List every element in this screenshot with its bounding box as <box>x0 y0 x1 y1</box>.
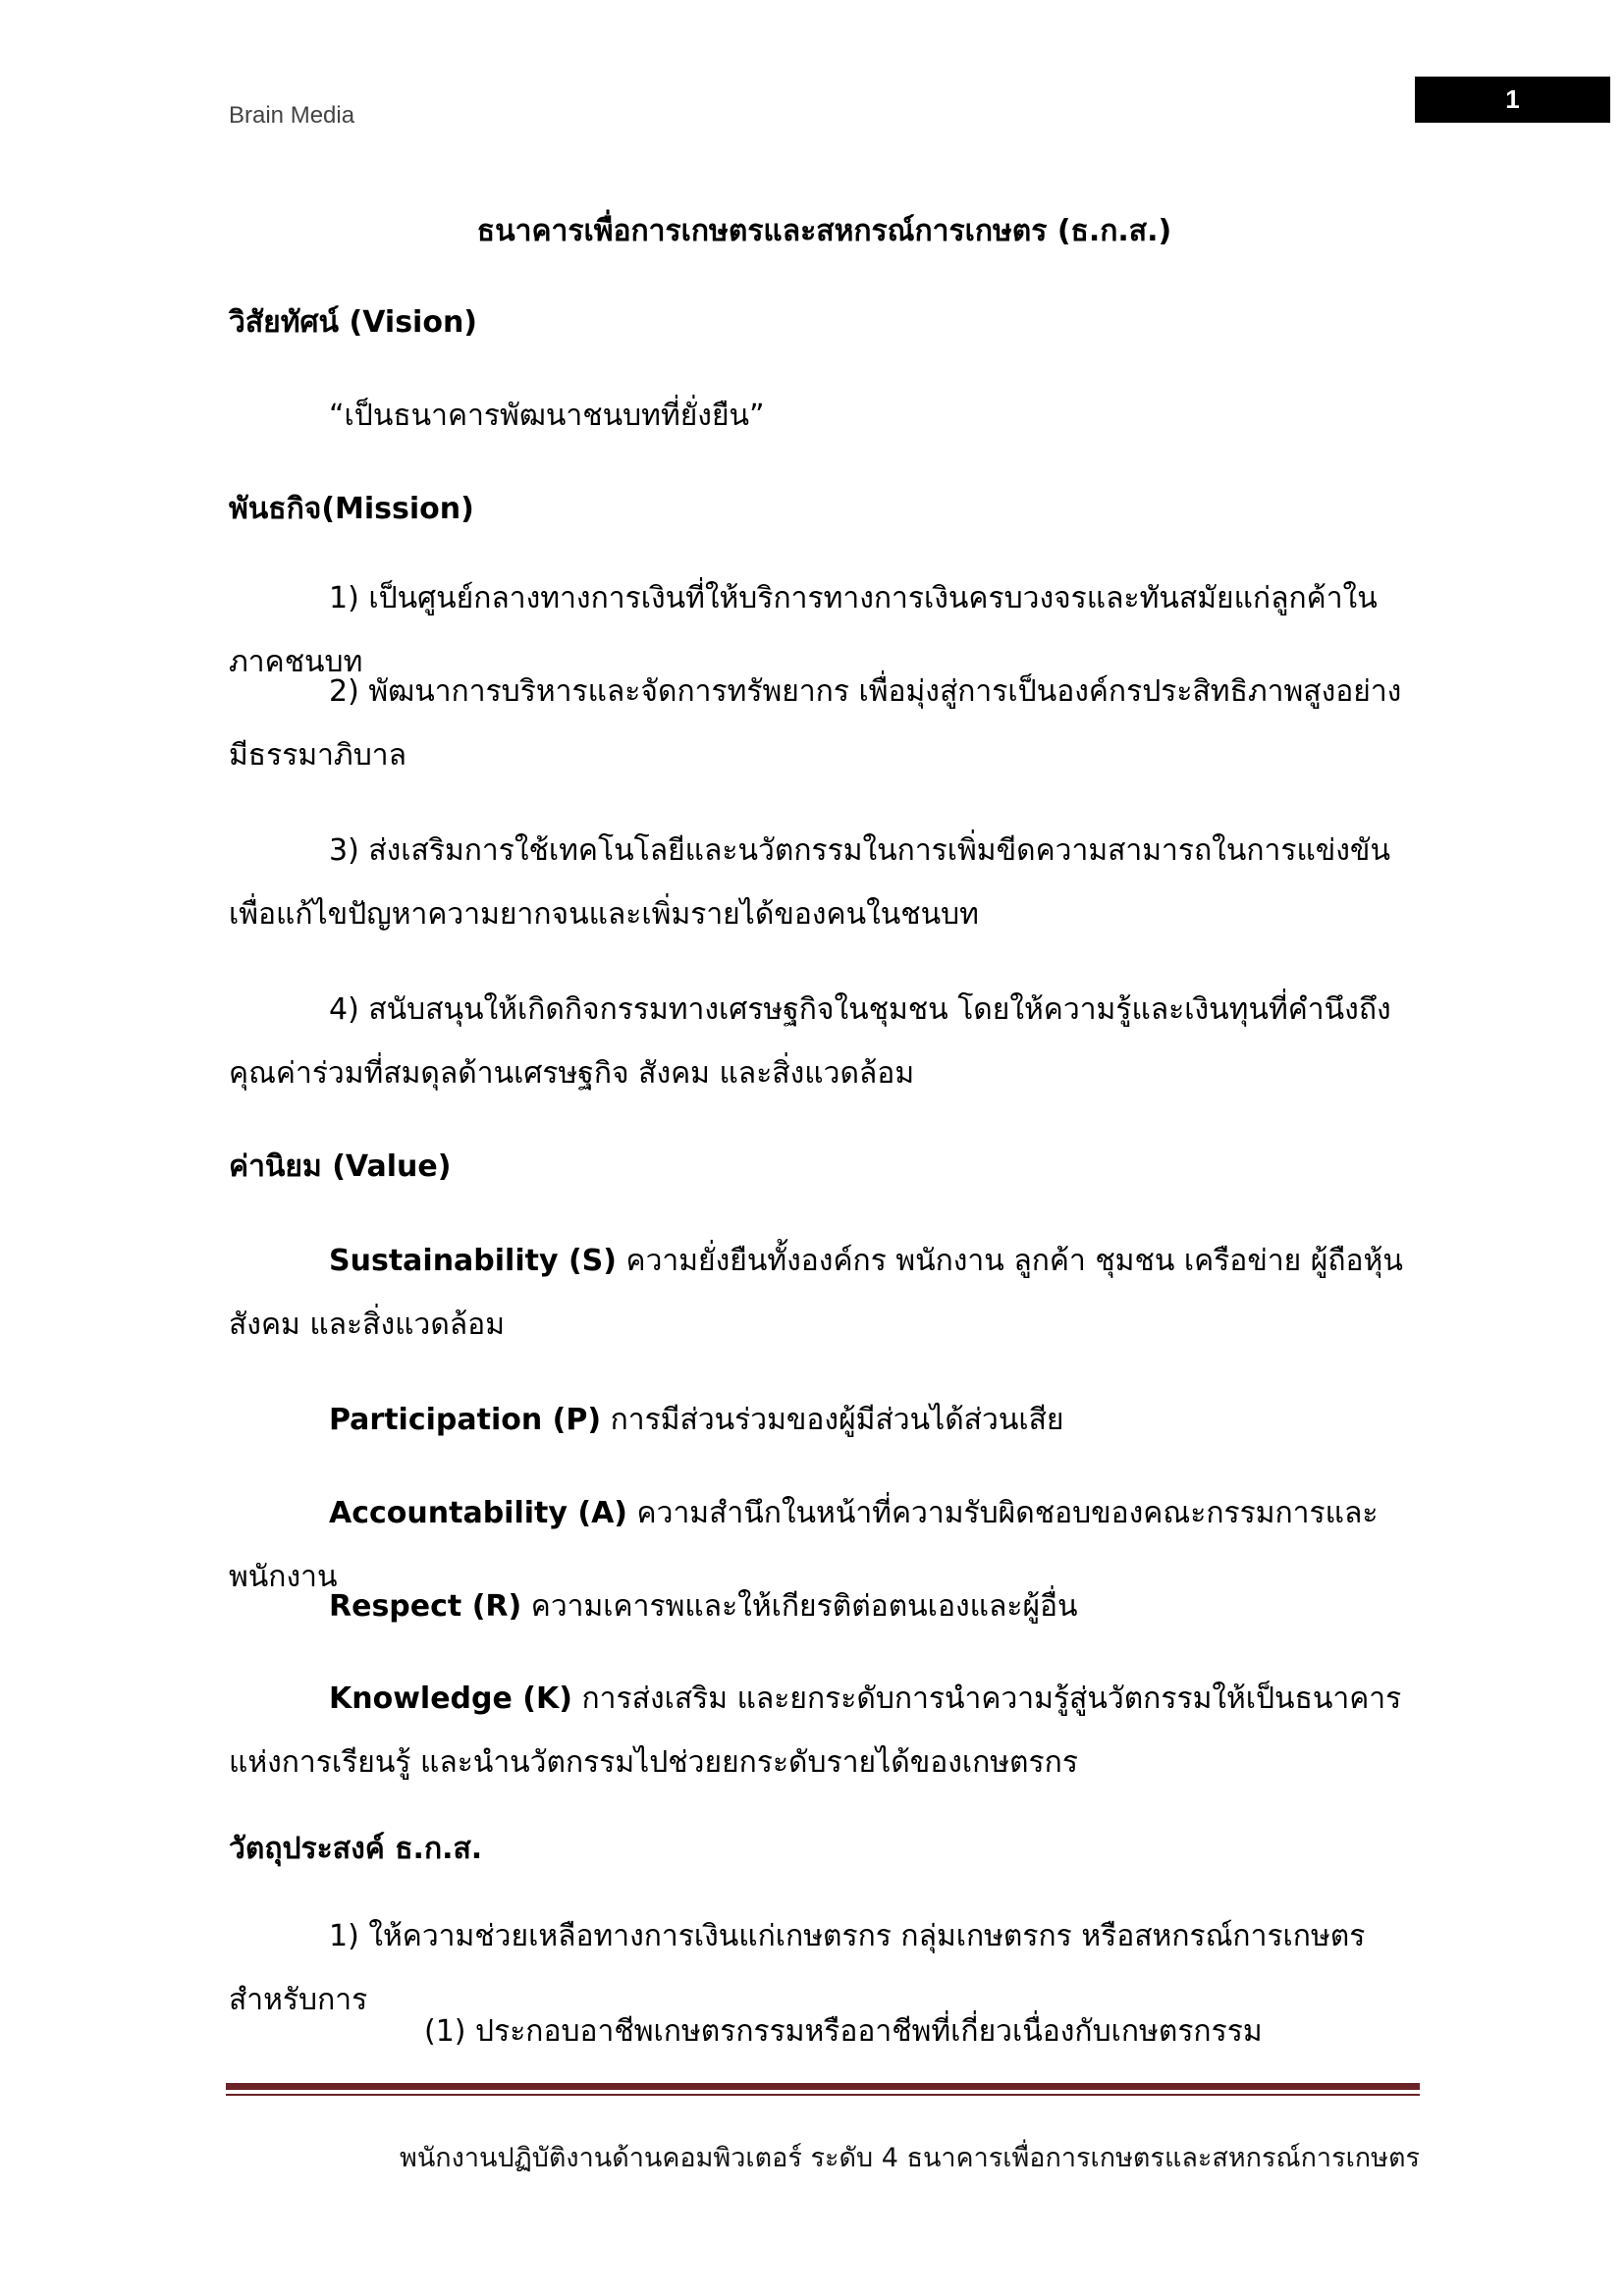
header-brand: Brain Media <box>229 102 355 129</box>
mission-item-1: 1) เป็นศูนย์กลางทางการเงินที่ให้บริการทางการเงินครบวงจรและทันสมัยแก่ลูกค้าในภาคชนบท <box>229 581 1378 679</box>
value-item-respect <box>229 1575 1420 1638</box>
page-number-badge: 1 <box>1415 77 1610 123</box>
value-term: Accountability (A) <box>329 1496 627 1530</box>
value-term: Participation (P) <box>329 1403 602 1437</box>
document-title: ธนาคารเพื่อการเกษตรและสหกรณ์การเกษตร (ธ.ก.ส.) <box>476 214 1172 248</box>
value-desc: ความเคารพและให้เกียรติต่อตนเองและผู้อื่น <box>521 1589 1078 1624</box>
mission-item-3: 3) ส่งเสริมการใช้เทคโนโลยีและนวัตกรรมในการเพิ่มขีดความสามารถในการแข่งขัน เพื่อแก้ไขปัญหาความยากจนและเพิ่มรายได้ของคนในชนบท <box>229 833 1390 932</box>
value-desc: การส่งเสริม และยกระดับการนำความรู้สู่นวัตกรรมให้เป็นธนาคารแห่งการเรียนรู้ และนำนวัตกรรมไปช่วยยกระดับรายได้ของเกษตรกร <box>229 1682 1402 1780</box>
objective-sub-item-1: (1) ประกอบอาชีพเกษตรกรรมหรืออาชีพที่เกี่ยวเนื่องกับเกษตรกรรม <box>424 2014 1263 2049</box>
value-item-knowledge <box>229 1667 1420 1794</box>
values-heading: ค่านิยม (Value) <box>229 1149 452 1184</box>
mission-item-4: 4) สนับสนุนให้เกิดกิจกรรมทางเศรษฐกิจในชุมชน โดยให้ความรู้และเงินทุนที่คำนึงถึงคุณค่าร่วมที่สมดุลด้านเศรษฐกิจ สังคม และสิ่งแวดล้อม <box>229 992 1391 1091</box>
value-term: Knowledge (K) <box>329 1682 572 1716</box>
value-term: Respect (R) <box>329 1589 522 1624</box>
value-term: Sustainability (S) <box>329 1244 617 1278</box>
mission-item-2: 2) พัฒนาการบริหารและจัดการทรัพยากร เพื่อมุ่งสู่การเป็นองค์กรประสิทธิภาพสูงอย่างมีธรรมาภิบาล <box>229 674 1402 773</box>
mission-heading: พันธกิจ(Mission) <box>229 492 474 526</box>
value-desc: การมีส่วนร่วมของผู้มีส่วนได้ส่วนเสีย <box>601 1403 1064 1437</box>
value-item-participation <box>229 1388 1420 1452</box>
vision-text: “เป็นธนาคารพัฒนาชนบทที่ยั่งยืน” <box>329 399 765 433</box>
footer-text: พนักงานปฏิบัติงานด้านคอมพิวเตอร์ ระดับ 4 ธนาคารเพื่อการเกษตรและสหกรณ์การเกษตร <box>400 2143 1420 2173</box>
footer-divider <box>226 2083 1420 2090</box>
vision-heading: วิสัยทัศน์ (Vision) <box>229 305 478 340</box>
value-desc: ความยั่งยืนทั้งองค์กร พนักงาน ลูกค้า ชุมชน เครือข่าย ผู้ถือหุ้น สังคม และสิ่งแวดล้อม <box>229 1244 1403 1342</box>
objectives-heading: วัตถุประสงค์ ธ.ก.ส. <box>229 1832 483 1866</box>
value-item-sustainability <box>229 1229 1420 1357</box>
value-desc: ความสำนึกในหน้าที่ความรับผิดชอบของคณะกรรมการและพนักงาน <box>229 1496 1379 1594</box>
objective-item-1: 1) ให้ความช่วยเหลือทางการเงินแก่เกษตรกร กลุ่มเกษตรกร หรือสหกรณ์การเกษตรสำหรับการ <box>229 1919 1366 2017</box>
footer-divider-thin <box>226 2094 1420 2096</box>
